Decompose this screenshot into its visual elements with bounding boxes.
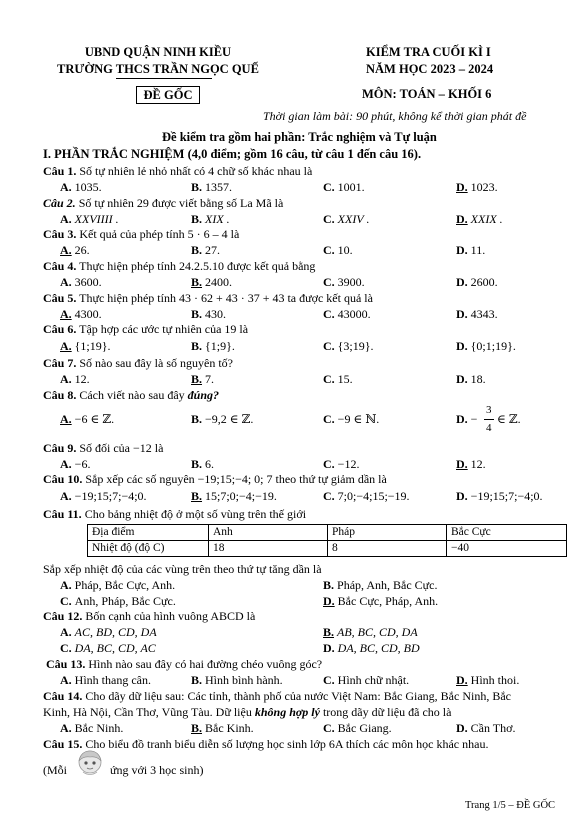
q8-fraction-bar — [484, 419, 494, 420]
q2-option-d[interactable]: D. XXIX . — [456, 212, 503, 226]
q14-option-b[interactable]: B. Bắc Kinh. — [191, 721, 254, 735]
question-10: Câu 10. Sắp xếp các số nguyên −19;15;−4; 0; 7 theo thứ tự giảm dần là — [43, 472, 387, 486]
page-footer: Trang 1/5 – ĐỀ GỐC — [465, 800, 556, 811]
legend-suffix: ứng với 3 học sinh) — [110, 763, 204, 777]
q3-option-d[interactable]: D. 11. — [456, 243, 486, 257]
q4-option-b[interactable]: B. 2400. — [191, 275, 233, 289]
school-name: TRƯỜNG THCS TRẦN NGỌC QUẾ — [57, 62, 259, 76]
q12-option-c[interactable]: C. DA, BC, CD, AC — [60, 641, 156, 655]
question-11-prompt: Sắp xếp nhiệt độ của các vùng trên theo thứ tự tăng dần là — [43, 562, 322, 576]
question-5: Câu 5. Thực hiện phép tính 43 · 62 + 43 · 37 + 43 ta được kết quả là — [43, 291, 373, 305]
subject-title: MÔN: TOÁN – KHỐI 6 — [362, 87, 492, 101]
q9-option-b[interactable]: B. 6. — [191, 457, 215, 471]
question-7: Câu 7. Số nào sau đây là số nguyên tố? — [43, 356, 233, 370]
question-9: Câu 9. Số đối của −12 là — [43, 441, 164, 455]
q8-fraction-numerator: 3 — [486, 404, 492, 416]
q5-option-a[interactable]: A. 4300. — [60, 307, 102, 321]
q1-option-a[interactable]: A. 1035. — [60, 180, 102, 194]
q11-option-b[interactable]: B. Pháp, Anh, Bắc Cực. — [323, 578, 438, 592]
header-underline-left — [116, 78, 212, 79]
q7-option-a[interactable]: A. 12. — [60, 372, 90, 386]
q2-option-c[interactable]: C. XXIV . — [323, 212, 370, 226]
q8-option-c[interactable]: C. −9 ∈ ℕ. — [323, 412, 380, 426]
q10-option-b[interactable]: B. 15;7;0;−4;−19. — [191, 489, 277, 503]
table-header-cell: Địa điểm — [88, 525, 209, 541]
q9-option-a[interactable]: A. −6. — [60, 457, 91, 471]
q4-option-c[interactable]: C. 3900. — [323, 275, 365, 289]
question-8: Câu 8. Cách viết nào sau đây đúng? — [43, 388, 220, 402]
q12-option-d[interactable]: D. DA, BC, CD, BD — [323, 641, 420, 655]
q6-option-d[interactable]: D. {0;1;19}. — [456, 339, 516, 353]
q1-option-c[interactable]: C. 1001. — [323, 180, 365, 194]
question-1: Câu 1. Số tự nhiên lẻ nhỏ nhất có 4 chữ số khác nhau là — [43, 164, 313, 178]
q12-option-a[interactable]: A. AC, BD, CD, DA — [60, 625, 157, 639]
question-12: Câu 12. Bốn cạnh của hình vuông ABCD là — [43, 609, 256, 623]
q9-option-c[interactable]: C. −12. — [323, 457, 360, 471]
q3-option-a[interactable]: A. 26. — [60, 243, 90, 257]
q11-option-d[interactable]: D. Bắc Cực, Pháp, Anh. — [323, 594, 439, 608]
q5-option-c[interactable]: C. 43000. — [323, 307, 371, 321]
question-3: Câu 3. Kết quả của phép tính 5 · 6 – 4 là — [43, 227, 240, 241]
q6-option-a[interactable]: A. {1;19}. — [60, 339, 111, 353]
school-year: NĂM HỌC 2023 – 2024 — [366, 62, 494, 76]
q14-option-c[interactable]: C. Bắc Giang. — [323, 721, 392, 735]
exam-code-box: ĐỀ GỐC — [136, 86, 200, 104]
question-6: Câu 6. Tập hợp các ước tự nhiên của 19 là — [43, 322, 249, 336]
q7-option-b[interactable]: B. 7. — [191, 372, 215, 386]
q4-option-a[interactable]: A. 3600. — [60, 275, 102, 289]
q3-option-b[interactable]: B. 27. — [191, 243, 221, 257]
q1-option-d[interactable]: D. 1023. — [456, 180, 498, 194]
table-cell: −40 — [447, 541, 567, 557]
question-14: Câu 14. Cho dãy dữ liệu sau: Các tỉnh, thành phố của nước Việt Nam: Bắc Giang, Bắc Ninh, Bắc — [43, 689, 511, 703]
q9-option-d[interactable]: D. 12. — [456, 457, 486, 471]
q10-option-d[interactable]: D. −19;15;7;−4;0. — [456, 489, 543, 503]
q1-option-b[interactable]: B. 1357. — [191, 180, 233, 194]
q13-option-d[interactable]: D. Hình thoi. — [456, 673, 520, 687]
table-row — [88, 541, 567, 557]
section-title: I. PHẦN TRẮC NGHIỆM (4,0 điểm; gồm 16 câu, từ câu 1 đến câu 16). — [43, 147, 422, 161]
q13-option-a[interactable]: A. Hình thang cân. — [60, 673, 151, 687]
q11-option-c[interactable]: C. Anh, Pháp, Bắc Cực. — [60, 594, 176, 608]
temperature-table — [87, 524, 567, 557]
q10-option-a[interactable]: A. −19;15;7;−4;0. — [60, 489, 147, 503]
exam-intro: Đề kiểm tra gồm hai phần: Trắc nghiệm và Tự luận — [162, 130, 437, 144]
table-row-label: Nhiệt độ (độ C) — [88, 541, 209, 557]
q6-option-c[interactable]: C. {3;19}. — [323, 339, 374, 353]
q2-option-a[interactable]: A. XXVIIII . — [60, 212, 119, 226]
question-15: Câu 15. Cho biểu đồ tranh biểu diễn số lượng học sinh lớp 6A thích các môn học khác nhau. — [43, 737, 489, 751]
question-13: Câu 13. Hình nào sau đây có hai đường chéo vuông góc? — [46, 657, 323, 671]
table-cell: 8 — [328, 541, 447, 557]
student-icon — [75, 748, 105, 778]
q14-option-d[interactable]: D. Cần Thơ. — [456, 721, 516, 735]
legend-prefix: (Mỗi — [43, 763, 67, 777]
q6-option-b[interactable]: B. {1;9}. — [191, 339, 235, 353]
table-header-cell: Anh — [209, 525, 328, 541]
department-name: UBND QUẬN NINH KIỀU — [84, 45, 232, 59]
question-11: Câu 11. Cho bảng nhiệt độ ở một số vùng trên thế giới — [43, 507, 307, 521]
question-4: Câu 4. Thực hiện phép tính 24.2.5.10 được kết quả bằng — [43, 259, 316, 273]
q5-option-b[interactable]: B. 430. — [191, 307, 227, 321]
q8-option-a[interactable]: A. −6 ∈ ℤ. — [60, 412, 115, 426]
q8-option-d[interactable]: D. − — [456, 412, 478, 426]
question-2: Câu 2. Số tự nhiên 29 được viết bằng số La Mã là — [43, 196, 284, 210]
q8-option-d-tail: ∈ ℤ. — [497, 412, 521, 426]
q2-option-b[interactable]: B. XIX . — [191, 212, 230, 226]
q7-option-c[interactable]: C. 15. — [323, 372, 353, 386]
table-header-cell: Pháp — [328, 525, 447, 541]
q8-option-b[interactable]: B. −9,2 ∈ ℤ. — [191, 412, 254, 426]
q10-option-c[interactable]: C. 7;0;−4;15;−19. — [323, 489, 410, 503]
q3-option-c[interactable]: C. 10. — [323, 243, 353, 257]
time-note: Thời gian làm bài: 90 phút, không kể thời gian phát đề — [263, 109, 527, 123]
q13-option-c[interactable]: C. Hình chữ nhật. — [323, 673, 410, 687]
q5-option-d[interactable]: D. 4343. — [456, 307, 498, 321]
question-14-line2: Kinh, Hà Nội, Cần Thơ, Vũng Tàu. Dữ liệu không hợp lý trong dãy dữ liệu đã cho là — [43, 705, 452, 719]
q7-option-d[interactable]: D. 18. — [456, 372, 486, 386]
q12-option-b[interactable]: B. AB, BC, CD, DA — [323, 625, 418, 639]
exam-title: KIỂM TRA CUỐI KÌ I — [366, 45, 491, 59]
q11-option-a[interactable]: A. Pháp, Bắc Cực, Anh. — [60, 578, 176, 592]
q8-fraction-denominator: 4 — [486, 422, 492, 434]
q14-option-a[interactable]: A. Bắc Ninh. — [60, 721, 124, 735]
q4-option-d[interactable]: D. 2600. — [456, 275, 498, 289]
table-header-row — [88, 525, 567, 541]
q13-option-b[interactable]: B. Hình bình hành. — [191, 673, 283, 687]
table-header-cell: Bắc Cực — [447, 525, 567, 541]
table-cell: 18 — [209, 541, 328, 557]
